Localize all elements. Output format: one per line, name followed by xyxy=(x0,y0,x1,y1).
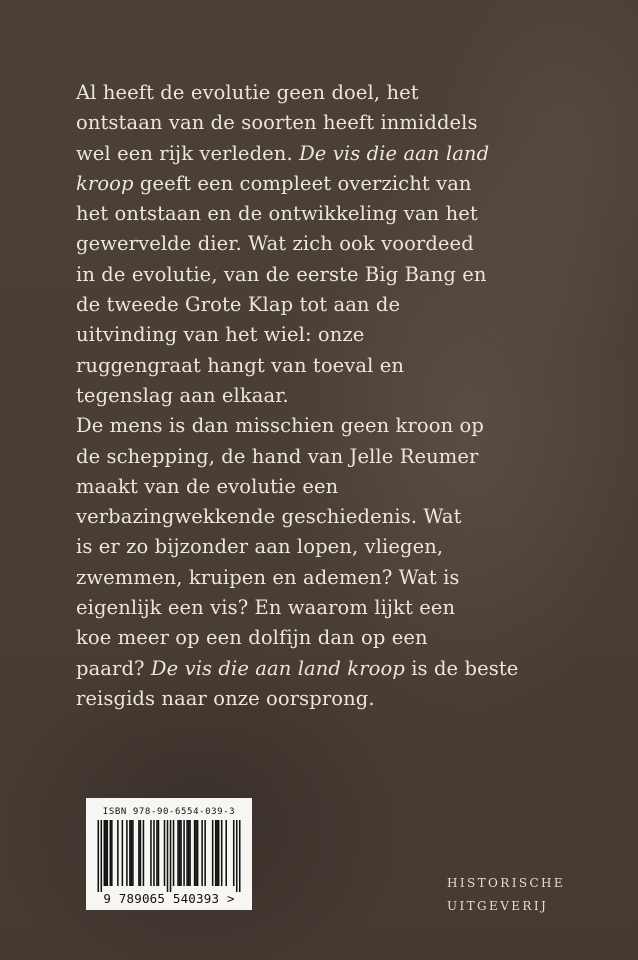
barcode-bar xyxy=(110,820,112,886)
barcode-bar xyxy=(164,820,166,886)
blurb-line xyxy=(76,169,496,199)
barcode-graphic xyxy=(93,820,245,892)
blurb-text-run: koe meer op een dolfijn dan op een xyxy=(76,626,428,650)
barcode-bar xyxy=(186,820,188,886)
barcode-bar xyxy=(105,820,107,886)
barcode-bar xyxy=(173,820,175,886)
barcode-bars xyxy=(93,820,245,892)
blurb-line xyxy=(76,411,496,441)
blurb-line xyxy=(76,532,496,562)
blurb-text-run: zwemmen, kruipen en ademen? Wat is xyxy=(76,565,460,589)
barcode-bar xyxy=(236,820,238,892)
blurb-text-run: het ontstaan en de ontwikkeling van het xyxy=(76,202,478,226)
barcode-bar xyxy=(98,820,100,892)
blurb-text-run: is de beste xyxy=(404,656,519,680)
barcode-bar xyxy=(126,820,128,886)
blurb-line xyxy=(76,78,496,108)
blurb-text-run: ontstaan van de soorten heeft inmiddels xyxy=(76,111,478,135)
barcode-bar xyxy=(153,820,155,886)
blurb-line xyxy=(76,320,496,350)
barcode-bar xyxy=(188,820,190,886)
barcode-bar xyxy=(197,820,199,886)
blurb-text-run: de tweede Grote Klap tot aan de xyxy=(76,293,401,317)
barcode-bar xyxy=(122,820,124,886)
barcode-bar xyxy=(233,820,235,886)
blurb-line xyxy=(76,684,496,714)
publisher-name-line-1: HISTORISCHE xyxy=(447,876,566,890)
barcode-bar xyxy=(101,820,103,892)
barcode-bar xyxy=(158,820,160,886)
blurb-line xyxy=(76,502,496,532)
barcode-bar xyxy=(216,820,218,886)
isbn-barcode xyxy=(86,798,252,910)
barcode-bar xyxy=(129,820,131,886)
isbn-label: ISBN 978-90-6554-039-3 xyxy=(102,807,236,817)
blurb-line xyxy=(76,593,496,623)
blurb-text-run: ruggengraat hangt van toeval en xyxy=(76,353,405,377)
barcode-bar xyxy=(117,820,119,886)
barcode-bar xyxy=(215,820,217,886)
barcode-bar xyxy=(225,820,227,886)
barcode-bar xyxy=(107,820,109,886)
blurb-line xyxy=(76,290,496,320)
publisher-name-line-2: UITGEVERIJ xyxy=(447,899,549,913)
barcode-bar xyxy=(150,820,152,886)
blurb-line xyxy=(76,654,519,684)
barcode-bar xyxy=(218,820,220,886)
book-title-italic: De vis die aan land xyxy=(299,141,490,165)
barcode-bar xyxy=(194,820,196,886)
blurb-text-run: Al heeft de evolutie geen doel, het xyxy=(76,81,419,104)
blurb-text-run: geeft een compleet overzicht van xyxy=(133,171,472,195)
barcode-bar xyxy=(180,820,182,886)
blurb-text-run: reisgids naar onze oorsprong. xyxy=(76,686,375,710)
blurb-line xyxy=(76,139,496,169)
barcode-bar xyxy=(111,820,113,886)
blurb-text-run: tegenslag aan elkaar. xyxy=(76,383,289,407)
blurb-text-run: verbazingwekkende geschiedenis. Wat xyxy=(76,505,462,529)
barcode-bar xyxy=(140,820,142,886)
blurb-text-run: maakt van de evolutie een xyxy=(76,474,339,498)
barcode-bar xyxy=(179,820,181,886)
barcode-bar xyxy=(156,820,158,886)
barcode-bar xyxy=(132,820,134,886)
blurb-line xyxy=(76,351,496,381)
barcode-bar xyxy=(177,820,179,886)
blurb-text-run: wel een rijk verleden. xyxy=(76,141,300,165)
book-title-italic: De vis die aan land kroop xyxy=(150,656,405,680)
blurb-text-run: paard? xyxy=(76,656,151,680)
barcode-bar xyxy=(239,820,241,892)
publisher-logo xyxy=(447,872,587,918)
book-title-italic: kroop xyxy=(76,171,134,195)
blurb-line xyxy=(76,563,496,593)
barcode-bar xyxy=(170,820,172,892)
blurb-text-run: is er zo bijzonder aan lopen, vliegen, xyxy=(76,535,444,559)
barcode-bar xyxy=(204,820,206,886)
blurb-text-run: De mens is dan misschien geen kroon op xyxy=(76,414,484,438)
barcode-bar xyxy=(201,820,203,886)
blurb-line xyxy=(76,623,496,653)
blurb-line xyxy=(76,108,496,138)
blurb-text-run: de schepping, de hand van Jelle Reumer xyxy=(76,444,479,468)
blurb-line xyxy=(76,260,496,290)
barcode-bar xyxy=(195,820,197,886)
blurb-text-run: in de evolutie, van de eerste Big Bang en xyxy=(76,262,487,286)
blurb-line xyxy=(76,442,496,472)
barcode-digits: 9 789065 540393 > xyxy=(103,891,235,906)
blurb-line xyxy=(76,199,496,229)
blurb-text-run: eigenlijk een vis? En waarom lijkt een xyxy=(76,596,456,620)
blurb-text xyxy=(76,78,519,714)
barcode-bar xyxy=(212,820,214,886)
barcode-bar xyxy=(167,820,169,892)
blurb-text-run: uitvinding van het wiel: onze xyxy=(76,323,365,347)
barcode-bar xyxy=(143,820,145,886)
barcode-bar xyxy=(189,820,191,886)
barcode-bar xyxy=(104,820,106,886)
blurb-text-run: gewervelde dier. Wat zich ook voordeed xyxy=(76,232,474,256)
barcode-bar xyxy=(183,820,185,886)
barcode-bar xyxy=(221,820,223,886)
blurb-line xyxy=(76,381,496,411)
blurb-line xyxy=(76,472,496,502)
barcode-bar xyxy=(131,820,133,886)
blurb-line xyxy=(76,229,496,259)
barcode-bar xyxy=(138,820,140,886)
